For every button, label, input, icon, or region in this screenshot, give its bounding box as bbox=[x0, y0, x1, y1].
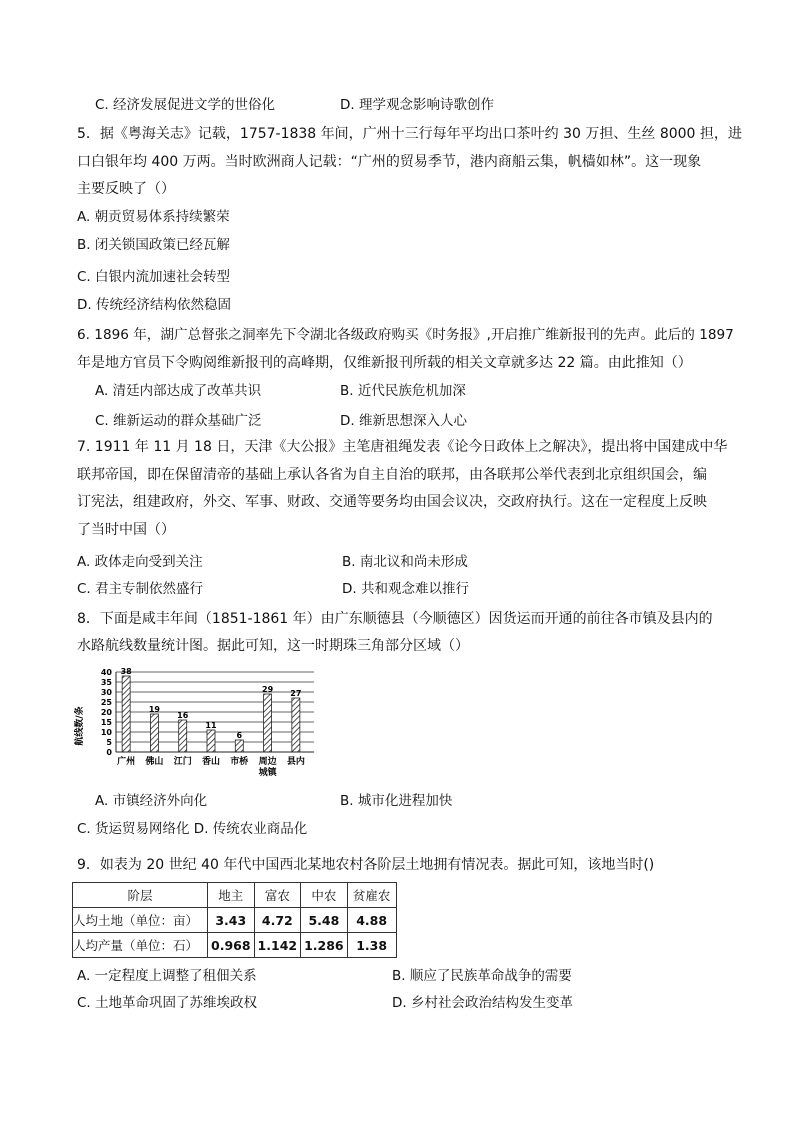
y-tick-label: 5 bbox=[106, 738, 112, 747]
table-cell: 4.72 bbox=[254, 908, 301, 933]
y-axis-label: 航线数/条 bbox=[75, 706, 85, 746]
q5-option-d: D. 传统经济结构依然稳固 bbox=[77, 297, 231, 313]
table-row-label: 人均土地（单位：亩） bbox=[73, 908, 208, 933]
q4-option-d: D. 理学观念影响诗歌创作 bbox=[340, 97, 494, 113]
bar bbox=[235, 740, 243, 752]
table-cell: 3.43 bbox=[208, 908, 255, 933]
bar-value-label: 19 bbox=[148, 705, 160, 714]
x-tick-label: 广州 bbox=[117, 757, 136, 767]
q9-stem-line1: 9．如表为 20 世纪 40 年代中国西北某地农村各阶层土地拥有情况表。据此可知，该地当时() bbox=[77, 857, 655, 873]
table-cell: 0.968 bbox=[208, 933, 255, 958]
x-tick-label: 城镇 bbox=[258, 768, 277, 778]
table-cell: 4.88 bbox=[347, 908, 396, 933]
q6-option-c: C. 维新运动的群众基础广泛 bbox=[95, 413, 262, 429]
y-tick-label: 30 bbox=[100, 688, 112, 697]
q7-option-a: A. 政体走向受到关注 bbox=[77, 554, 203, 570]
bar bbox=[207, 730, 215, 752]
bar bbox=[122, 676, 130, 752]
bar-value-label: 16 bbox=[177, 711, 189, 720]
q9-option-a: A. 一定程度上调整了租佃关系 bbox=[77, 968, 257, 984]
bar-value-label: 6 bbox=[236, 731, 243, 740]
q7-stem-line3: 订宪法，组建政府，外交、军事、财政、交通等要务均由国会议决，交政府执行。这在一定程度上反映 bbox=[77, 494, 707, 510]
q7-option-b: B. 南北议和尚未形成 bbox=[342, 554, 468, 570]
chart-data-labels bbox=[121, 667, 302, 740]
bar-value-label: 27 bbox=[290, 689, 302, 698]
q5-stem-line3: 主要反映了（） bbox=[77, 181, 175, 197]
table-row bbox=[73, 908, 397, 933]
q9-option-d: D. 乡村社会政治结构发生变革 bbox=[392, 995, 573, 1011]
y-tick-label: 35 bbox=[100, 678, 112, 687]
table-cell: 5.48 bbox=[301, 908, 348, 933]
table-cell: 1.142 bbox=[254, 933, 301, 958]
bar-value-label: 38 bbox=[120, 667, 132, 676]
table-header-cell: 阶层 bbox=[73, 883, 208, 908]
q5-stem-line1: 5．据《粤海关志》记载，1757-1838 年间，广州十三行每年平均出口茶叶约 30 万担、生丝 8000 担，进 bbox=[77, 126, 742, 142]
q9-option-b: B. 顺应了民族革命战争的需要 bbox=[392, 968, 572, 984]
y-axis-ticks bbox=[101, 668, 113, 757]
q7-option-d: D. 共和观念难以推行 bbox=[342, 581, 469, 597]
table-header-cell: 地主 bbox=[208, 883, 255, 908]
x-tick-label: 县内 bbox=[286, 757, 305, 767]
y-tick-label: 0 bbox=[106, 748, 112, 757]
table-header-row bbox=[73, 883, 397, 908]
table-header-cell: 中农 bbox=[301, 883, 348, 908]
bar-value-label: 11 bbox=[205, 721, 217, 730]
q8-stem-line2: 水路航线数量统计图。据此可知，这一时期珠三角部分区域（） bbox=[77, 638, 469, 654]
q4-option-c: C. 经济发展促进文学的世俗化 bbox=[95, 97, 276, 113]
x-tick-label: 香山 bbox=[201, 757, 221, 767]
q7-stem-line2: 联邦帝国，即在保留清帝的基础上承认各省为自主自治的联邦，由各联邦公举代表到北京组织国会，编 bbox=[77, 467, 707, 483]
y-tick-label: 15 bbox=[100, 718, 112, 727]
q6-option-d: D. 维新思想深入人心 bbox=[340, 413, 467, 429]
y-tick-label: 25 bbox=[100, 698, 112, 707]
table-header-cell: 富农 bbox=[254, 883, 301, 908]
table-row-label: 人均产量（单位：石） bbox=[73, 933, 208, 958]
bar bbox=[292, 698, 300, 752]
q8-options-c-d: C. 货运贸易网络化 D. 传统农业商品化 bbox=[77, 821, 308, 837]
route-count-bar-chart bbox=[70, 662, 320, 782]
y-tick-label: 20 bbox=[100, 708, 112, 717]
q5-option-a: A. 朝贡贸易体系持续繁荣 bbox=[77, 209, 230, 225]
q7-stem-line1: 7. 1911 年 11 月 18 日，天津《大公报》主笔唐祖绳发表《论今日政体上之解决》，提出将中国建成中华 bbox=[77, 439, 728, 455]
table-cell: 1.38 bbox=[347, 933, 396, 958]
q7-option-c: C. 君主专制依然盛行 bbox=[77, 581, 204, 597]
q8-stem-line1: 8．下面是咸丰年间（1851-1861 年）由广东顺德县（今顺德区）因货运而开通的前往各市镇及县内的 bbox=[77, 611, 713, 627]
table-row bbox=[73, 933, 397, 958]
bar-value-label: 29 bbox=[262, 685, 274, 694]
q6-stem-line1: 6. 1896 年，湖广总督张之洞率先下令湖北各级政府购买《时务报》,开启推广维新报刊的先声。此后的 1897 bbox=[77, 327, 734, 343]
x-axis-ticks bbox=[116, 755, 305, 778]
table-cell: 1.286 bbox=[301, 933, 348, 958]
bar bbox=[150, 714, 158, 752]
bar bbox=[179, 720, 187, 752]
x-tick-label: 佛山 bbox=[145, 757, 164, 767]
q8-option-b: B. 城市化进程加快 bbox=[340, 793, 453, 809]
q7-stem-line4: 了当时中国（） bbox=[77, 522, 175, 538]
bar bbox=[264, 694, 272, 752]
x-tick-label: 市桥 bbox=[230, 757, 249, 767]
q9-option-c: C. 土地革命巩固了苏维埃政权 bbox=[77, 995, 258, 1011]
q6-stem-line2: 年是地方官员下令购阅维新报刊的高峰期，仅维新报刊所载的相关文章就多达 22 篇。由此推知（） bbox=[77, 355, 692, 371]
x-tick-label: 江门 bbox=[173, 757, 192, 767]
q6-option-a: A. 清廷内部达成了改革共识 bbox=[95, 383, 262, 399]
q6-option-b: B. 近代民族危机加深 bbox=[340, 383, 466, 399]
x-tick-label: 周边 bbox=[258, 757, 277, 767]
q5-option-c: C. 白银内流加速社会转型 bbox=[77, 269, 231, 285]
q8-option-a: A. 市镇经济外向化 bbox=[95, 793, 208, 809]
table-header-cell: 贫雇农 bbox=[347, 883, 396, 908]
chart-bars bbox=[122, 676, 300, 752]
q5-option-b: B. 闭关锁国政策已经瓦解 bbox=[77, 237, 230, 253]
y-tick-label: 10 bbox=[100, 728, 112, 737]
q5-stem-line2: 口白银年均 400 万两。当时欧洲商人记载：“广州的贸易季节，港内商船云集，帆樯如林”。这一现象 bbox=[77, 154, 702, 170]
y-tick-label: 40 bbox=[100, 668, 112, 677]
land-ownership-table bbox=[72, 882, 397, 958]
